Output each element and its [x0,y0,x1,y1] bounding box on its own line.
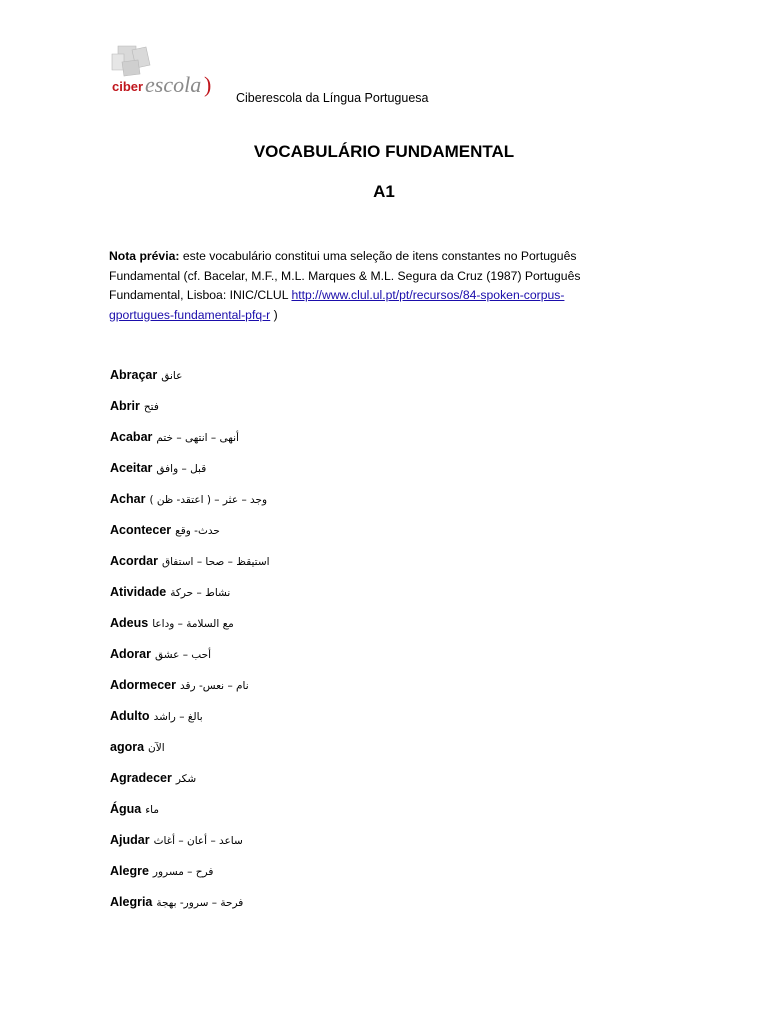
vocab-portuguese-term: Alegria [110,895,153,909]
note-tail: ) [270,307,278,322]
vocab-arabic-translation: استيقظ – صحا – استفاق [161,556,270,568]
vocab-arabic-translation: مع السلامة – وداعا [152,618,234,630]
note-label: Nota prévia: [109,249,180,263]
vocab-portuguese-term: Adorar [110,647,151,661]
vocab-entry [110,643,270,674]
vocab-portuguese-term: agora [110,740,145,754]
vocab-entry [110,426,270,457]
vocab-arabic-translation: الآن [148,742,165,754]
vocab-arabic-translation: أنهى – انتهى – ختم [156,432,239,444]
vocab-portuguese-term: Adulto [110,709,150,723]
vocab-arabic-translation: وجد – عثر – ( اعتقد- ظن ) [149,494,268,506]
vocab-portuguese-term: Abrir [110,399,140,413]
vocab-entry [110,860,270,891]
vocab-arabic-translation: عانق [161,370,183,382]
note-text: este vocabulário constitui uma seleção de itens constantes no Português Fundamental (cf. Bacelar, M.F., M.L. Marques & M.L. Segura da Cruz (1987) Português Fundamental, Lisboa: INIC/CLUL [109,249,581,302]
vocab-entry [110,395,270,426]
vocab-entry [110,457,270,488]
vocab-portuguese-term: Abraçar [110,368,158,382]
vocab-entry [110,829,270,860]
logo-paren: ) [204,72,212,97]
vocab-arabic-translation: نام – نعس- رقد [180,680,249,692]
corpus-link[interactable]: http://www.clul.ul.pt/pt/recursos/84-spoken-corpus-gportugues-fundamental-pfq-r [109,288,565,322]
vocab-portuguese-term: Adormecer [110,678,176,692]
vocab-entry [110,364,270,395]
page-title: VOCABULÁRIO FUNDAMENTAL [253,142,515,161]
vocab-portuguese-term: Agradecer [110,771,172,785]
vocab-portuguese-term: Adeus [110,616,149,630]
vocab-arabic-translation: شكر [175,773,197,785]
ciberescola-logo [108,44,218,106]
logo-text-escola: escola [145,72,202,97]
vocab-arabic-translation: ساعد – أعان – أغاث [153,835,243,847]
vocab-arabic-translation: أحب – عشق [154,649,212,661]
vocab-entry [110,705,270,736]
logo-text-ciber: ciber [112,79,144,94]
vocabulary-list [110,364,270,922]
vocab-entry [110,674,270,705]
vocab-arabic-translation: ماء [145,804,160,816]
vocab-portuguese-term: Acabar [110,430,153,444]
vocab-portuguese-term: Alegre [110,864,149,878]
vocab-entry [110,581,270,612]
vocab-entry [110,798,270,829]
level-heading: A1 [373,182,395,201]
vocab-entry [110,767,270,798]
vocab-arabic-translation: بالغ – راشد [153,711,203,723]
vocab-entry [110,519,270,550]
vocab-arabic-translation: فرحة – سرور- بهجة [156,897,244,909]
vocab-entry [110,736,270,767]
vocab-portuguese-term: Água [110,802,142,816]
vocab-arabic-translation: نشاط – حركة [170,587,231,599]
vocab-entry [110,550,270,581]
vocab-entry [110,612,270,643]
org-name: Ciberescola da Língua Portuguesa [236,91,429,105]
vocab-portuguese-term: Acontecer [110,523,172,537]
vocab-arabic-translation: قبل – وافق [156,463,207,475]
vocab-portuguese-term: Aceitar [110,461,153,475]
vocab-entry [110,891,270,922]
vocab-arabic-translation: فرح – مسرور [152,866,214,878]
vocab-portuguese-term: Ajudar [110,833,150,847]
preliminary-note [109,247,629,325]
vocab-arabic-translation: حدث- وقع [175,525,220,537]
vocab-arabic-translation: فتح [143,401,159,413]
vocab-entry [110,488,270,519]
vocab-portuguese-term: Atividade [110,585,167,599]
vocab-portuguese-term: Achar [110,492,146,506]
vocab-portuguese-term: Acordar [110,554,158,568]
